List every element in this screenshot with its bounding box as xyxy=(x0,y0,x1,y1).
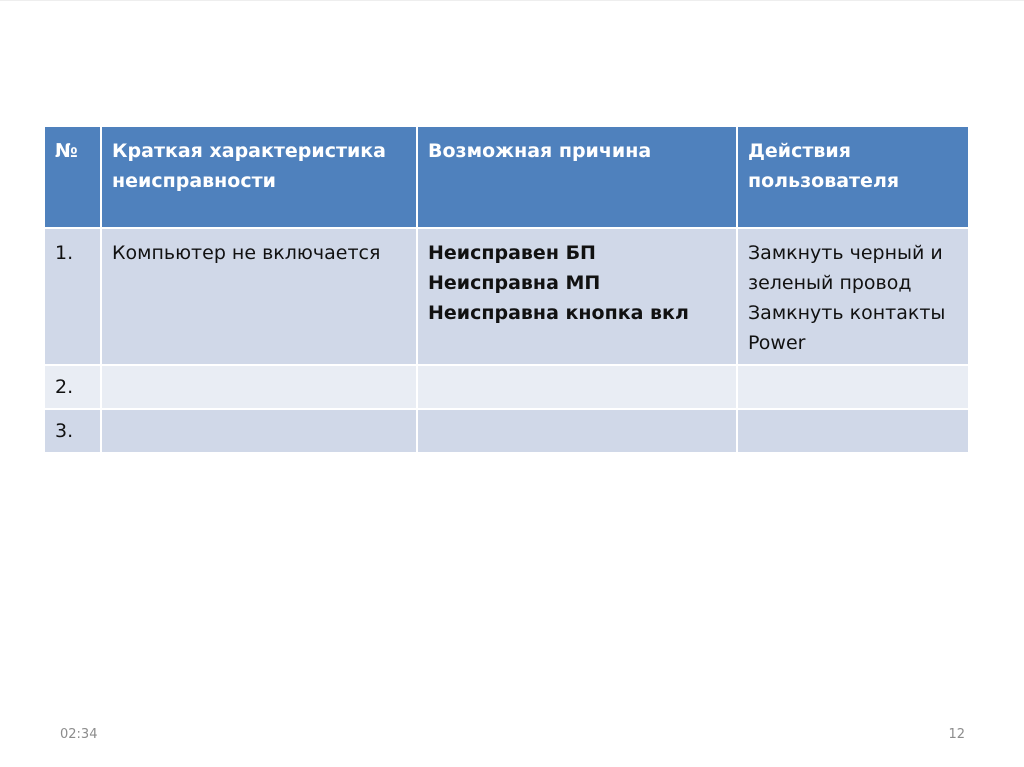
table-row xyxy=(44,365,969,409)
row-number: 3. xyxy=(44,409,101,453)
row-actions xyxy=(737,409,969,453)
header-description: Краткая характеристика неисправности xyxy=(101,126,417,228)
header-actions: Действия пользователя xyxy=(737,126,969,228)
table-row xyxy=(44,409,969,453)
action-line: зеленый провод xyxy=(748,272,912,294)
row-actions xyxy=(737,365,969,409)
row-number: 1. xyxy=(44,228,101,365)
slide-number: 12 xyxy=(948,727,965,742)
row-description: Компьютер не включается xyxy=(101,228,417,365)
footer-time: 02:34 xyxy=(60,727,98,742)
row-description xyxy=(101,409,417,453)
cause-line: Неисправна кнопка вкл xyxy=(428,302,689,324)
cause-line: Неисправна МП xyxy=(428,272,601,294)
table-row xyxy=(44,228,969,365)
table-header-row xyxy=(44,126,969,228)
row-causes xyxy=(417,365,737,409)
row-causes xyxy=(417,409,737,453)
row-causes xyxy=(417,228,737,365)
action-line: Power xyxy=(748,332,806,354)
action-line: Замкнуть контакты xyxy=(748,302,946,324)
cause-line: Неисправен БП xyxy=(428,242,596,264)
action-line: Замкнуть черный и xyxy=(748,242,943,264)
row-actions xyxy=(737,228,969,365)
row-description xyxy=(101,365,417,409)
troubleshooting-table xyxy=(43,125,970,454)
header-cause: Возможная причина xyxy=(417,126,737,228)
header-number: № xyxy=(44,126,101,228)
row-number: 2. xyxy=(44,365,101,409)
